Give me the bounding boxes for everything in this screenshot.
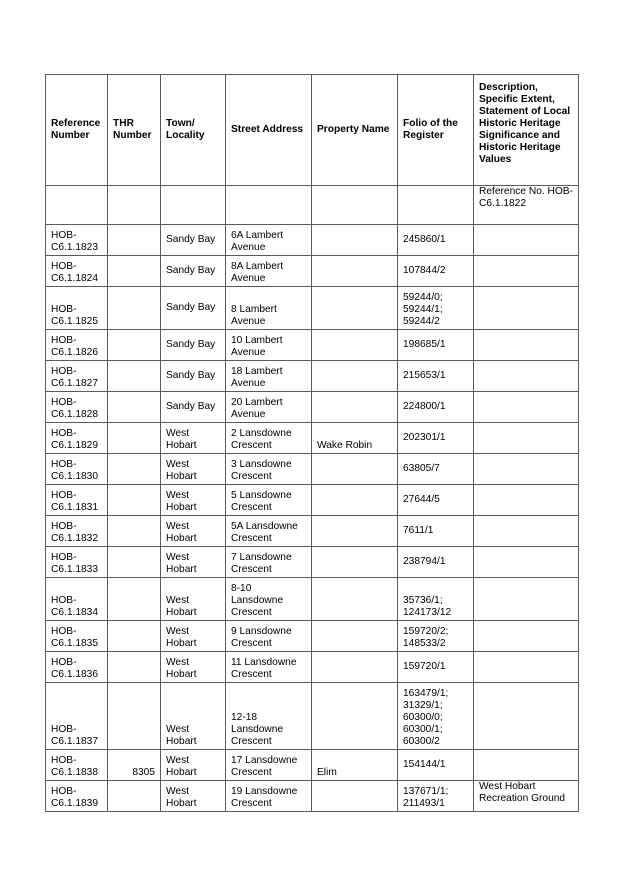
- folio-cell: [398, 621, 474, 652]
- header-property-name: Property Name: [312, 75, 398, 186]
- description-cell: [474, 485, 579, 516]
- street-address-cell: [226, 750, 312, 781]
- folio-cell: [398, 392, 474, 423]
- thr-number-cell: [108, 578, 161, 621]
- table-row: [46, 652, 579, 683]
- header-thr-number: THR Number: [108, 75, 161, 186]
- property-name-cell: [312, 225, 398, 256]
- description-cell: [474, 547, 579, 578]
- street-address-cell-line: Avenue: [231, 347, 266, 358]
- property-name-cell: Wake Robin: [312, 423, 398, 454]
- reference-note: Reference No. HOB-C6.1.1822: [474, 186, 579, 225]
- thr-number-cell: [108, 485, 161, 516]
- folio-cell-line: 27644/5: [403, 493, 440, 505]
- street-address-cell: [226, 516, 312, 547]
- street-address-cell: [226, 392, 312, 423]
- folio-cell: [398, 485, 474, 516]
- street-address-cell-line: 2 Lansdowne: [231, 428, 292, 439]
- reference-number-cell: [46, 454, 108, 485]
- description-cell: [474, 516, 579, 547]
- town-locality-cell-line: Hobart: [166, 471, 197, 482]
- street-address-cell: [226, 454, 312, 485]
- folio-cell: [398, 256, 474, 287]
- reference-number-cell-line: HOB-: [51, 724, 77, 735]
- street-address-cell: [226, 652, 312, 683]
- folio-cell-line: 107844/2: [403, 264, 446, 276]
- table-row: [46, 621, 579, 652]
- street-address-cell-line: 20 Lambert: [231, 397, 283, 408]
- reference-number-cell-line: HOB-: [51, 428, 77, 439]
- street-address-cell-line: Crescent: [231, 471, 272, 482]
- reference-number-cell-line: C6.1.1832: [51, 533, 99, 544]
- folio-cell-line: 59244/0;: [403, 292, 443, 303]
- reference-note-row: [46, 186, 579, 225]
- town-locality-cell: [161, 621, 226, 652]
- description-cell: [474, 578, 579, 621]
- street-address-cell-line: 6A Lambert: [231, 230, 284, 241]
- folio-cell-line: 163479/1;: [403, 688, 449, 699]
- street-address-cell: [226, 225, 312, 256]
- folio-cell: [398, 225, 474, 256]
- street-address-cell-line: 17 Lansdowne: [231, 755, 298, 766]
- town-locality-cell-line: West: [166, 755, 190, 766]
- street-address-cell: [226, 621, 312, 652]
- property-name-cell: [312, 652, 398, 683]
- reference-number-cell-line: C6.1.1830: [51, 471, 99, 482]
- town-locality-cell-line: West: [166, 724, 190, 735]
- table-row: [46, 781, 579, 812]
- street-address-cell-line: Crescent: [231, 440, 272, 451]
- folio-cell: [398, 547, 474, 578]
- town-locality-cell-line: West: [166, 428, 190, 439]
- reference-number-cell-line: C6.1.1826: [51, 347, 99, 358]
- street-address-cell-line: Lansdowne: [231, 724, 284, 735]
- street-address-cell-line: Avenue: [231, 242, 266, 253]
- town-locality-cell: [161, 423, 226, 454]
- town-locality-cell-line: Sandy Bay: [166, 233, 216, 245]
- street-address-cell-line: Crescent: [231, 607, 272, 618]
- reference-number-cell-line: C6.1.1824: [51, 273, 99, 284]
- town-locality-cell: [161, 330, 226, 361]
- street-address-cell: [226, 256, 312, 287]
- property-name-cell: [312, 547, 398, 578]
- town-locality-cell-line: Hobart: [166, 607, 197, 618]
- town-locality-cell-line: Hobart: [166, 669, 197, 680]
- header-folio: Folio of the Register: [398, 75, 474, 186]
- town-locality-cell: [161, 781, 226, 812]
- town-locality-cell: [161, 485, 226, 516]
- town-locality-cell-line: West: [166, 521, 190, 532]
- property-name-cell: [312, 256, 398, 287]
- reference-number-cell-line: HOB-: [51, 490, 77, 501]
- street-address-cell-line: 18 Lambert: [231, 366, 283, 377]
- street-address-cell-line: Avenue: [231, 409, 266, 420]
- street-address-cell: [226, 547, 312, 578]
- street-address-cell-line: Crescent: [231, 669, 272, 680]
- thr-number-cell: [108, 361, 161, 392]
- street-address-cell: [226, 781, 312, 812]
- table-row: [46, 578, 579, 621]
- reference-number-cell-line: C6.1.1833: [51, 564, 99, 575]
- reference-number-cell: [46, 683, 108, 750]
- reference-number-cell-line: C6.1.1829: [51, 440, 99, 451]
- street-address-cell-line: 3 Lansdowne: [231, 459, 292, 470]
- street-address-cell-line: Avenue: [231, 273, 266, 284]
- street-address-cell-line: 8-10: [231, 583, 252, 594]
- reference-number-cell-line: C6.1.1834: [51, 607, 99, 618]
- table-row: [46, 516, 579, 547]
- folio-cell-line: 224800/1: [403, 400, 446, 412]
- street-address-cell-line: Crescent: [231, 533, 272, 544]
- town-locality-cell: [161, 547, 226, 578]
- description-cell: [474, 361, 579, 392]
- reference-number-cell: [46, 652, 108, 683]
- reference-number-cell-line: HOB-: [51, 595, 77, 606]
- reference-number-cell: [46, 485, 108, 516]
- description-cell: [474, 225, 579, 256]
- street-address-cell-line: 10 Lambert: [231, 335, 283, 346]
- reference-number-cell-line: HOB-: [51, 657, 77, 668]
- folio-cell-line: 159720/1: [403, 660, 446, 672]
- reference-number-cell-line: HOB-: [51, 459, 77, 470]
- folio-cell: [398, 330, 474, 361]
- town-locality-cell-line: Hobart: [166, 533, 197, 544]
- reference-number-cell: [46, 330, 108, 361]
- table-row: [46, 330, 579, 361]
- description-cell: [474, 652, 579, 683]
- description-cell: [474, 621, 579, 652]
- folio-cell-line: 63805/7: [403, 462, 440, 474]
- reference-number-cell-line: C6.1.1823: [51, 242, 99, 253]
- reference-number-cell: [46, 225, 108, 256]
- street-address-cell-line: Crescent: [231, 564, 272, 575]
- heritage-register-table: [45, 74, 579, 812]
- town-locality-cell: [161, 287, 226, 330]
- reference-number-cell-line: C6.1.1836: [51, 669, 99, 680]
- reference-number-cell-line: HOB-: [51, 755, 77, 766]
- folio-cell: [398, 287, 474, 330]
- town-locality-cell-line: Sandy Bay: [166, 301, 216, 313]
- folio-cell: [398, 423, 474, 454]
- town-locality-cell: [161, 652, 226, 683]
- reference-number-cell-line: C6.1.1831: [51, 502, 99, 513]
- property-name-cell: [312, 392, 398, 423]
- town-locality-cell-line: Sandy Bay: [166, 338, 216, 350]
- folio-cell-line: 215653/1: [403, 369, 446, 381]
- folio-cell-line: 238794/1: [403, 555, 446, 567]
- property-name-cell: [312, 287, 398, 330]
- description-cell-line: Recreation Ground: [479, 793, 566, 804]
- reference-number-cell: [46, 578, 108, 621]
- reference-number-cell-line: C6.1.1825: [51, 316, 99, 327]
- street-address-cell-line: 5A Lansdowne: [231, 521, 298, 532]
- street-address-cell-line: Crescent: [231, 736, 272, 747]
- thr-number-cell: [108, 256, 161, 287]
- street-address-cell: [226, 287, 312, 330]
- folio-cell-line: 35736/1;: [403, 595, 443, 606]
- reference-number-cell-line: HOB-: [51, 304, 77, 315]
- description-cell: [474, 287, 579, 330]
- town-locality-cell: [161, 454, 226, 485]
- folio-cell-line: 245860/1: [403, 233, 446, 245]
- street-address-cell-line: Crescent: [231, 638, 272, 649]
- reference-number-cell: [46, 621, 108, 652]
- town-locality-cell-line: Sandy Bay: [166, 264, 216, 276]
- folio-cell-line: 198685/1: [403, 338, 446, 350]
- table-row: [46, 683, 579, 750]
- street-address-cell-line: Crescent: [231, 798, 272, 809]
- folio-cell-line: 137671/1;: [403, 786, 449, 797]
- folio-cell: [398, 516, 474, 547]
- reference-number-cell: [46, 516, 108, 547]
- town-locality-cell-line: Hobart: [166, 440, 197, 451]
- reference-number-cell-line: C6.1.1835: [51, 638, 99, 649]
- property-name-cell: [312, 454, 398, 485]
- street-address-cell: [226, 683, 312, 750]
- street-address-cell-line: Crescent: [231, 767, 272, 778]
- header-reference-number: Reference Number: [46, 75, 108, 186]
- town-locality-cell-line: Sandy Bay: [166, 369, 216, 381]
- town-locality-cell: [161, 225, 226, 256]
- town-locality-cell: [161, 578, 226, 621]
- town-locality-cell-line: West: [166, 595, 190, 606]
- description-cell: [474, 683, 579, 750]
- thr-number-cell: [108, 225, 161, 256]
- property-name-cell: [312, 781, 398, 812]
- property-name-cell: [312, 485, 398, 516]
- reference-number-cell: [46, 256, 108, 287]
- folio-cell-line: 59244/1;: [403, 304, 443, 315]
- street-address-cell: [226, 361, 312, 392]
- town-locality-cell: [161, 256, 226, 287]
- street-address-cell-line: 8 Lambert: [231, 304, 277, 315]
- town-locality-cell-line: West: [166, 552, 190, 563]
- thr-number-cell: [108, 423, 161, 454]
- street-address-cell: [226, 485, 312, 516]
- town-locality-cell-line: West: [166, 626, 190, 637]
- folio-cell: [398, 750, 474, 781]
- reference-number-cell: [46, 287, 108, 330]
- property-name-cell: [312, 578, 398, 621]
- town-locality-cell-line: Sandy Bay: [166, 400, 216, 412]
- folio-cell: [398, 683, 474, 750]
- folio-cell-line: 60300/1;: [403, 724, 443, 735]
- description-cell: [474, 392, 579, 423]
- reference-number-cell-line: C6.1.1838: [51, 767, 99, 778]
- table-row: [46, 454, 579, 485]
- property-name-cell: Elim: [312, 750, 398, 781]
- table-row: [46, 423, 579, 454]
- description-cell: [474, 423, 579, 454]
- header-row: [46, 75, 579, 186]
- reference-number-cell-line: HOB-: [51, 786, 77, 797]
- thr-number-cell: 8305: [108, 750, 161, 781]
- street-address-cell-line: 5 Lansdowne: [231, 490, 292, 501]
- folio-cell-line: 7611/1: [403, 524, 434, 536]
- town-locality-cell: [161, 392, 226, 423]
- town-locality-cell-line: West: [166, 490, 190, 501]
- folio-cell: [398, 361, 474, 392]
- reference-number-cell: [46, 750, 108, 781]
- street-address-cell-line: 7 Lansdowne: [231, 552, 292, 563]
- reference-number-cell-line: HOB-: [51, 261, 77, 272]
- folio-cell-line: 148533/2: [403, 638, 446, 649]
- town-locality-cell: [161, 361, 226, 392]
- thr-number-cell: [108, 621, 161, 652]
- description-cell: [474, 750, 579, 781]
- street-address-cell-line: Crescent: [231, 502, 272, 513]
- folio-cell-line: 202301/1: [403, 431, 446, 443]
- header-street-address: Street Address: [226, 75, 312, 186]
- description-cell: [474, 454, 579, 485]
- town-locality-cell-line: Hobart: [166, 736, 197, 747]
- reference-number-cell-line: HOB-: [51, 552, 77, 563]
- table-row: [46, 547, 579, 578]
- street-address-cell-line: Avenue: [231, 378, 266, 389]
- table-row: [46, 485, 579, 516]
- street-address-cell-line: Lansdowne: [231, 595, 284, 606]
- street-address-cell: [226, 423, 312, 454]
- town-locality-cell-line: Hobart: [166, 638, 197, 649]
- folio-cell-line: 59244/2: [403, 316, 440, 327]
- reference-number-cell-line: HOB-: [51, 626, 77, 637]
- reference-number-cell: [46, 781, 108, 812]
- folio-cell-line: 211493/1: [403, 798, 445, 809]
- reference-number-cell-line: HOB-: [51, 335, 77, 346]
- street-address-cell-line: 8A Lambert: [231, 261, 284, 272]
- folio-cell-line: 60300/0;: [403, 712, 443, 723]
- folio-cell-line: 154144/1: [403, 758, 446, 770]
- town-locality-cell-line: West: [166, 459, 190, 470]
- thr-number-cell: [108, 652, 161, 683]
- reference-number-cell: [46, 423, 108, 454]
- town-locality-cell-line: Hobart: [166, 564, 197, 575]
- description-cell: [474, 781, 579, 812]
- reference-number-cell-line: HOB-: [51, 397, 77, 408]
- town-locality-cell: [161, 683, 226, 750]
- folio-cell: [398, 652, 474, 683]
- thr-number-cell: [108, 392, 161, 423]
- town-locality-cell-line: Hobart: [166, 767, 197, 778]
- table-row: [46, 392, 579, 423]
- town-locality-cell-line: Hobart: [166, 798, 197, 809]
- town-locality-cell: [161, 516, 226, 547]
- reference-number-cell: [46, 392, 108, 423]
- property-name-cell: [312, 516, 398, 547]
- thr-number-cell: [108, 781, 161, 812]
- table-row: [46, 361, 579, 392]
- thr-number-cell: [108, 330, 161, 361]
- street-address-cell: [226, 330, 312, 361]
- property-name-cell: [312, 361, 398, 392]
- thr-number-cell: [108, 454, 161, 485]
- table-row: [46, 225, 579, 256]
- reference-number-cell-line: HOB-: [51, 521, 77, 532]
- reference-number-cell: [46, 547, 108, 578]
- description-cell-line: West Hobart: [479, 781, 536, 792]
- reference-number-cell-line: HOB-: [51, 366, 77, 377]
- town-locality-cell-line: Hobart: [166, 502, 197, 513]
- header-description: Description, Specific Extent, Statement of Local Historic Heritage Significance and Historic Heritage Values: [474, 75, 579, 186]
- town-locality-cell-line: West: [166, 786, 190, 797]
- folio-cell-line: 31329/1;: [403, 700, 443, 711]
- folio-cell-line: 60300/2: [403, 736, 440, 747]
- town-locality-cell-line: West: [166, 657, 190, 668]
- street-address-cell-line: 12-18: [231, 712, 258, 723]
- property-name-cell: [312, 330, 398, 361]
- description-cell: [474, 256, 579, 287]
- folio-cell-line: 159720/2;: [403, 626, 449, 637]
- thr-number-cell: [108, 547, 161, 578]
- folio-cell: [398, 781, 474, 812]
- town-locality-cell: [161, 750, 226, 781]
- reference-number-cell: [46, 361, 108, 392]
- street-address-cell-line: Avenue: [231, 316, 266, 327]
- property-name-cell: [312, 683, 398, 750]
- property-name-cell: [312, 621, 398, 652]
- table-row: [46, 287, 579, 330]
- street-address-cell: [226, 578, 312, 621]
- street-address-cell-line: 9 Lansdowne: [231, 626, 292, 637]
- thr-number-cell: [108, 516, 161, 547]
- street-address-cell-line: 11 Lansdowne: [231, 657, 297, 668]
- reference-number-cell-line: C6.1.1837: [51, 736, 99, 747]
- street-address-cell-line: 19 Lansdowne: [231, 786, 298, 797]
- reference-number-cell-line: C6.1.1839: [51, 798, 99, 809]
- table-body: [46, 225, 579, 812]
- thr-number-cell: [108, 683, 161, 750]
- folio-cell-line: 124173/12: [403, 607, 452, 618]
- folio-cell: [398, 454, 474, 485]
- reference-number-cell-line: C6.1.1827: [51, 378, 99, 389]
- reference-number-cell-line: C6.1.1828: [51, 409, 99, 420]
- table-row: [46, 256, 579, 287]
- reference-number-cell-line: HOB-: [51, 230, 77, 241]
- table-row: [46, 750, 579, 781]
- folio-cell: [398, 578, 474, 621]
- header-town-locality: Town/ Locality: [161, 75, 226, 186]
- thr-number-cell: [108, 287, 161, 330]
- description-cell: [474, 330, 579, 361]
